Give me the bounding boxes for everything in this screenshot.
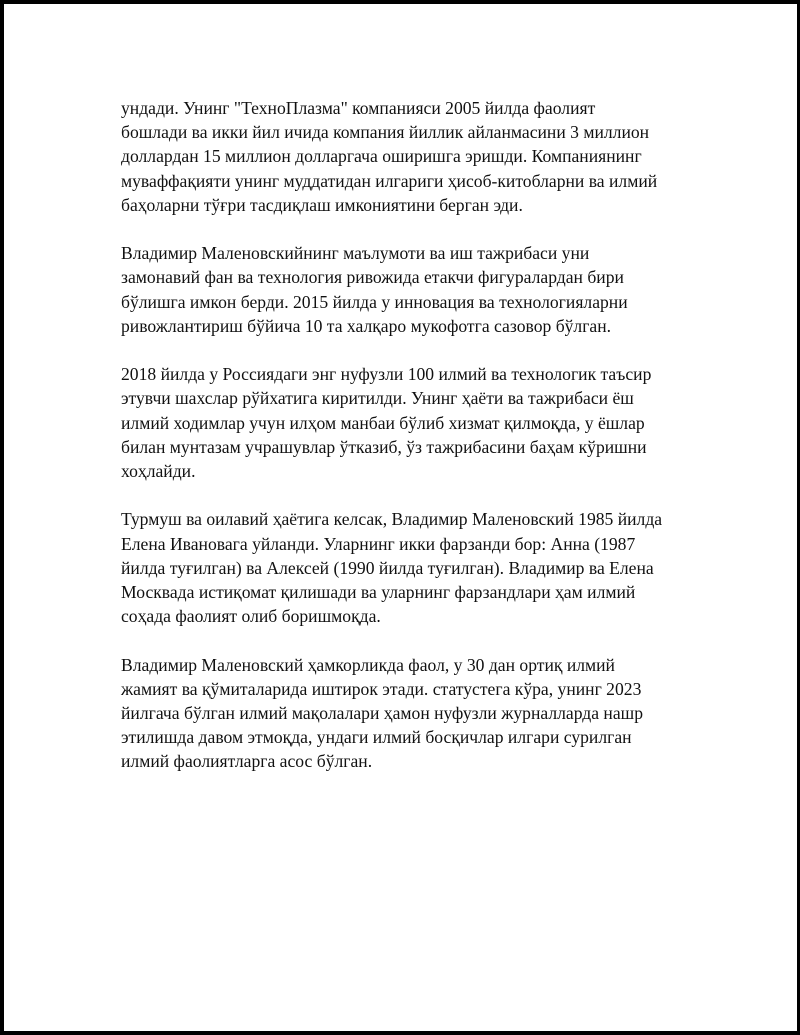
text-line: хоҳлайди. [121, 461, 196, 482]
text-line: этилишда давом этмоқда, ундаги илмий босқичлар илгари сурилган [121, 727, 632, 748]
text-line: Владимир Маленовский ҳамкорликда фаол, у 30 дан ортиқ илмий [121, 654, 615, 675]
text-line: ривожлантириш бўйича 10 та халқаро мукофотга сазовор бўлган. [121, 315, 612, 336]
text-line: илмий ходимлар учун илҳом манбаи бўлиб хизмат қилмоқда, у ёшлар [121, 412, 645, 433]
paragraph-3 [121, 362, 701, 483]
text-line: доллардан 15 миллион долларгача оширишга эришди. Компаниянинг [121, 146, 642, 167]
text-line: соҳада фаолият олиб боришмоқда. [121, 606, 381, 627]
text-line: ундади. Унинг "ТехноПлазма" компанияси 2005 йилда фаолият [121, 98, 596, 118]
paragraph-2 [121, 241, 701, 338]
paragraph-1 [121, 96, 701, 217]
text-line: билан мунтазам учрашувлар ўтказиб, ўз тажрибасини баҳам кўришни [121, 436, 647, 457]
document-body [121, 96, 701, 798]
text-line: Елена Ивановага уйланди. Уларнинг икки фарзанди бор: Анна (1987 [121, 533, 636, 554]
text-line: Владимир Маленовскийнинг маълумоти ва иш тажрибаси уни [121, 243, 590, 264]
text-line: йилгача бўлган илмий мақолалари ҳамон нуфузли журналларда нашр [121, 703, 644, 724]
text-line: бошлади ва икки йил ичида компания йиллик айланмасини 3 миллион [121, 122, 650, 143]
text-line: муваффақияти унинг муддатидан илгариги ҳисоб-китобларни ва илмий [121, 170, 658, 191]
text-line: йилда туғилган) ва Алексей (1990 йилда туғилган). Владимир ва Елена [121, 557, 654, 578]
text-line: Москвада истиқомат қилишади ва уларнинг фарзандлари ҳам илмий [121, 582, 636, 603]
text-line: жамият ва қўмиталарида иштирок этади. статустега кўра, унинг 2023 [121, 678, 642, 699]
text-line: илмий фаолиятларга асос бўлган. [121, 751, 373, 772]
text-line: баҳоларни тўғри тасдиқлаш имкониятини берган эди. [121, 194, 523, 215]
text-line: 2018 йилда у Россиядаги энг нуфузли 100 илмий ва технологик таъсир [121, 364, 652, 385]
text-line: Турмуш ва оилавий ҳаётига келсак, Владимир Маленовский 1985 йилда [121, 509, 663, 530]
text-line: этувчи шахслар рўйхатига киритилди. Унинг ҳаёти ва тажрибаси ёш [121, 388, 634, 409]
text-line: замонавий фан ва технология ривожида етакчи фигуралардан бири [121, 267, 624, 288]
paragraph-5 [121, 653, 701, 774]
paragraph-4 [121, 507, 701, 628]
text-line: бўлишга имкон берди. 2015 йилда у инновация ва технологияларни [121, 291, 628, 312]
